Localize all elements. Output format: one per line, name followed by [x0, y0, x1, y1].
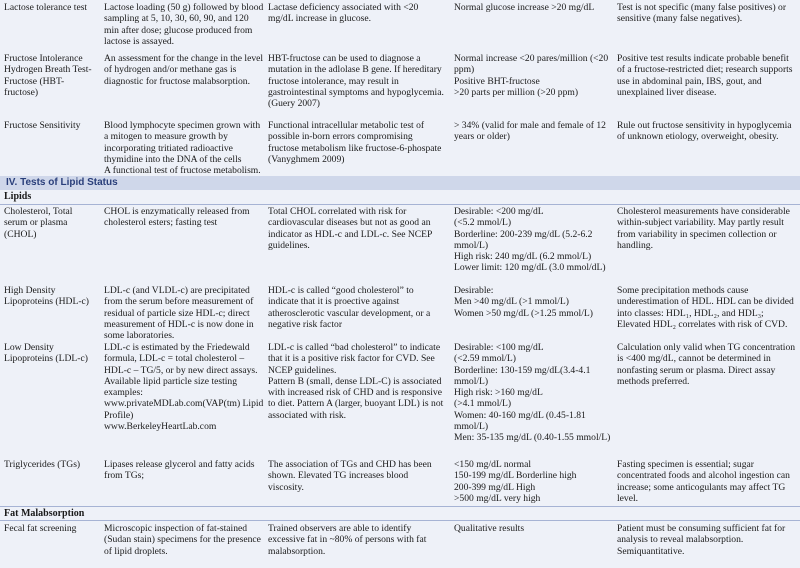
test-method: Lactose loading (50 g) followed by blood sampling at 5, 10, 30, 60, 90, and 120 min after dose; glucose produced from lactose is assayed.	[104, 2, 264, 47]
test-notes: Fasting specimen is essential; sugar concentrated foods and alcohol ingestion can increase; some anticogulants may affect TG level.	[617, 459, 790, 504]
reference-range: Desirable: <100 mg/dL (<2.59 mmol/L) Borderline: 130-159 mg/dL(3.4-4.1 mmol/L) High risk: >160 mg/dL (>4.1 mmol/L) Women: 40-160 mg/dL (0.45-1.81 mmol/L) Men: 35-135 mg/dL (0.40-1.55 mmol/L)	[454, 342, 611, 444]
test-interpretation: Functional intracellular metabolic test of possible in-born errors compromising fructose metabolism like fructose-6-phospate (Vanyghmem 2009)	[268, 120, 442, 165]
test-name: Cholesterol, Total serum or plasma (CHOL)	[4, 206, 73, 240]
test-method: Blood lymphocyte specimen grown with a mitogen to measure growth by incorporating tritiated radioactive thymidine into the DNA of the cells A functional test of fructose metabolism.	[104, 120, 261, 177]
section-title: IV. Tests of Lipid Status	[6, 177, 118, 188]
section-band	[0, 176, 800, 190]
test-method: LDL-c is estimated by the Friedewald formula, LDL-c = total cholesterol – HDL-c – TG/5, or by new direct assays. Available lipid particle size testing examples: www.privateMDLab.com(VAP(tm) Lipid Profile) www.BerkeleyHeartLab.com	[104, 342, 264, 433]
test-method: LDL-c (and VLDL-c) are precipitated from the serum before measurement of residual of particle size HDL-c; direct measurement of HDL-c is now done in some laboratories.	[104, 285, 254, 342]
test-interpretation: Total CHOL correlated with risk for cardiovascular diseases but not as good an indicator as HDL-c and LDL-c. See NCEP guidelines.	[268, 206, 433, 251]
test-interpretation: HBT-fructose can be used to diagnose a mutation in the adlolase B gene. If hereditary fructose intolerance, may result in gastrointestinal symptoms and hypoglycemia. (Guery 2007)	[268, 53, 444, 110]
divider	[0, 506, 800, 507]
test-interpretation: HDL-c is called “good cholesterol” to indicate that it is proective against atherosclerotic vascular development, or a negative risk factor	[268, 285, 431, 330]
test-method: Microscopic inspection of fat-stained (Sudan stain) specimens for the presence of lipid droplets.	[104, 523, 261, 557]
test-interpretation: Lactase deficiency associated with <20 mg/dL increase in glucose.	[268, 2, 419, 25]
reference-range: <150 mg/dL normal 150-199 mg/dL Borderline high 200-399 mg/dL High >500 mg/dL very high	[454, 459, 577, 504]
reference-range: Normal increase <20 pares/million (<20 ppm) Positive BHT-fructose >20 parts per million (>20 ppm)	[454, 53, 609, 98]
test-name: Lactose tolerance test	[4, 2, 88, 13]
test-name: Triglycerides (TGs)	[4, 459, 81, 470]
test-interpretation: Trained observers are able to identify excessive fat in ~80% of persons with fat malabsorption.	[268, 523, 427, 557]
reference-range: Desirable: Men >40 mg/dL (>1 mmol/L) Women >50 mg/dL (>1.25 mmol/L)	[454, 285, 593, 319]
subsection-title: Fat Malabsorption	[4, 508, 85, 519]
test-name: Fructose Intolerance Hydrogen Breath Test-Fructose (HBT-fructose)	[4, 53, 92, 98]
reference-range: Desirable: <200 mg/dL (<5.2 mmol/L) Borderline: 200-239 mg/dL (5.2-6.2 mmol/L) High risk: 240 mg/dL (6.2 mmol/L) Lower limit: 120 mg/dL (3.0 mmol/dL)	[454, 206, 606, 274]
test-name: Fructose Sensitivity	[4, 120, 81, 131]
reference-range: Qualitative results	[454, 523, 525, 534]
reference-range: > 34% (valid for male and female of 12 years or older)	[454, 120, 606, 143]
divider	[0, 204, 800, 205]
test-method: CHOL is enzymatically released from cholesterol esters; fasting test	[104, 206, 250, 229]
test-notes: Cholesterol measurements have considerable within-subject variability. May partly result from variability in specimen collection or handling.	[617, 206, 790, 251]
test-name: Low Density Lipoproteins (LDL-c)	[4, 342, 88, 365]
test-interpretation: LDL-c is called “bad cholesterol” to indicate that it is a positive risk factor for CVD. See NCEP guidelines. Pattern B (small, dense LDL-C) is associated with increased risk of CHD and is responsive to diet. Pattern A (larger, buoyant LDL) is not associated with risk.	[268, 342, 444, 421]
subsection-title: Lipids	[4, 191, 32, 202]
test-name: High Density Lipoproteins (HDL-c)	[4, 285, 89, 308]
test-notes: Patient must be consuming sufficient fat for analysis to reveal malabsorption. Semiquantitative.	[617, 523, 786, 557]
test-name: Fecal fat screening	[4, 523, 77, 534]
test-notes: Some precipitation methods cause underestimation of HDL. HDL can be divided into classes: HDL₁, HDL₂, and HDL₃; Elevated HDL₂ correlates with risk of CVD.	[617, 285, 794, 330]
test-interpretation: The association of TGs and CHD has been shown. Elevated TG increases blood viscosity.	[268, 459, 432, 493]
test-notes: Rule out fructose sensitivity in hypoglycemia of unknown etiology, overweight, obesity.	[617, 120, 792, 143]
test-notes: Calculation only valid when TG concentration is <400 mg/dL, cannot be determined in nonfasting serum or plasma. Direct assay methods preferred.	[617, 342, 796, 387]
test-method: An assessment for the change in the level of hydrogen and/or methane gas is diagnostic for fructose malabsorption.	[104, 53, 264, 87]
test-notes: Test is not specific (many false positives) or sensitive (many false negatives).	[617, 2, 787, 25]
reference-range: Normal glucose increase >20 mg/dL	[454, 2, 595, 13]
test-notes: Positive test results indicate probable benefit of a fructose-restricted diet; research supports use in abdominal pain, IBS, gout, and unexplained liver disease.	[617, 53, 793, 98]
test-method: Lipases release glycerol and fatty acids from TGs;	[104, 459, 255, 482]
divider	[0, 520, 800, 521]
